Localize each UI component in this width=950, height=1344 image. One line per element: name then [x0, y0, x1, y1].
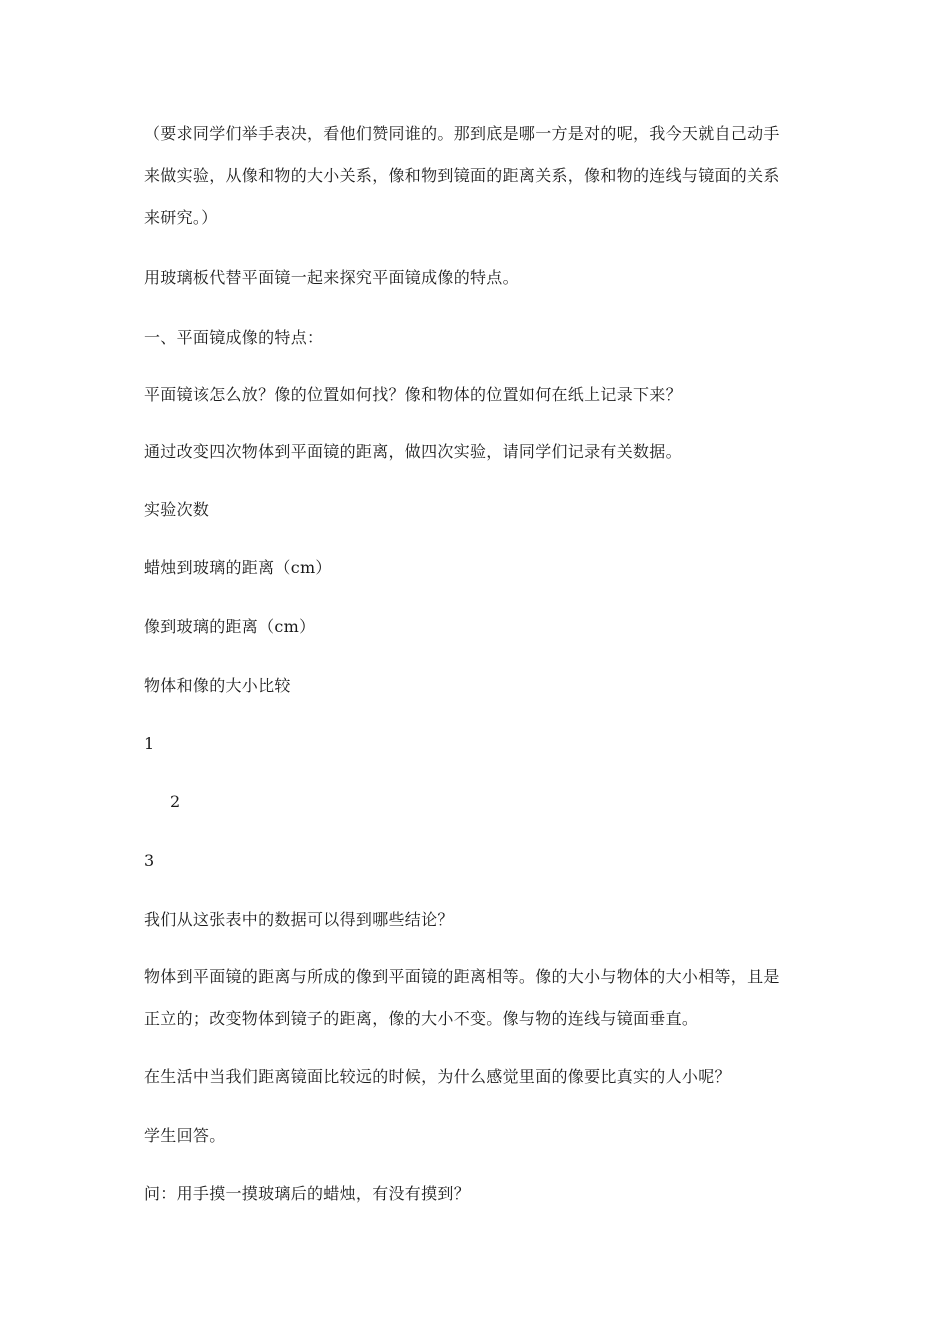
paragraph-vote-line-1: （要求同学们举手表决，看他们赞同谁的。那到底是哪一方是对的呢，我今天就自己动手: [144, 124, 780, 143]
paragraph-conclusion-line-2: 正立的；改变物体到镜子的距离，像的大小不变。像与物的连线与镜面垂直。: [144, 1009, 699, 1028]
paragraph-vote-line-3: 来研究。）: [144, 208, 218, 227]
table-row-number: 1: [144, 734, 155, 753]
paragraph-life-question: 在生活中当我们距离镜面比较远的时候，为什么感觉里面的像要比真实的人小呢？: [144, 1067, 731, 1086]
paragraph-glass-plate: 用玻璃板代替平面镜一起来探究平面镜成像的特点。: [144, 268, 519, 287]
table-header-image-distance: 像到玻璃的距离（cm）: [144, 617, 316, 636]
table-row-number: 2: [170, 792, 181, 811]
section-heading: 一、平面镜成像的特点：: [144, 328, 324, 347]
table-header-trial: 实验次数: [144, 500, 210, 519]
paragraph-conclusion-line-1: 物体到平面镜的距离与所成的像到平面镜的距离相等。像的大小与物体的大小相等，且是: [144, 967, 780, 986]
paragraph-conclusion-question: 我们从这张表中的数据可以得到哪些结论？: [144, 910, 454, 929]
table-row-number: 3: [144, 851, 155, 870]
paragraph-experiment-intro: 通过改变四次物体到平面镜的距离，做四次实验，请同学们记录有关数据。: [144, 442, 682, 461]
table-header-size-compare: 物体和像的大小比较: [144, 676, 291, 695]
paragraph-questions: 平面镜该怎么放？像的位置如何找？像和物体的位置如何在纸上记录下来？: [144, 385, 682, 404]
table-header-candle-distance: 蜡烛到玻璃的距离（cm）: [144, 558, 332, 577]
paragraph-vote-line-2: 来做实验，从像和物的大小关系，像和物到镜面的距离关系，像和物的连线与镜面的关系: [144, 166, 780, 185]
paragraph-touch-question: 问：用手摸一摸玻璃后的蜡烛，有没有摸到？: [144, 1184, 471, 1203]
paragraph-student-answer: 学生回答。: [144, 1126, 226, 1145]
